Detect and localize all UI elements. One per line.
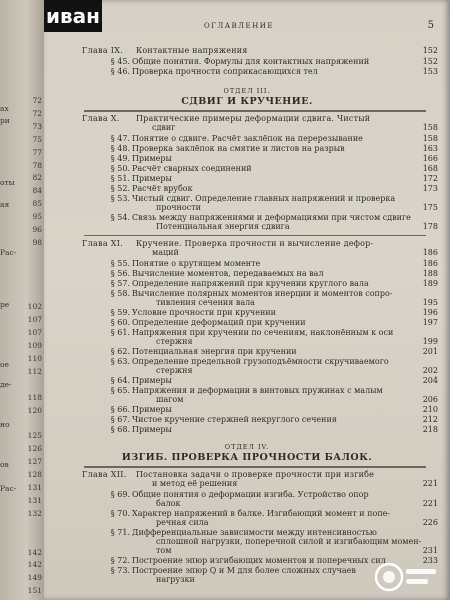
entry-title: Потенциальная энергия при кручении (132, 347, 297, 356)
section-number: ОТДЕЛ III. (223, 87, 271, 95)
chapter-label: Глава X. (82, 114, 120, 123)
entry-page: 186 (422, 259, 438, 268)
entry-page: 204 (422, 376, 438, 385)
page-header (44, 20, 450, 34)
entry-page: 168 (422, 164, 438, 173)
entry-title: Напряжения при кручении по сечениям, наклонённым к оси (132, 328, 394, 337)
paragraph-number: § 70. (110, 509, 130, 518)
left-page-fragment: но (0, 420, 10, 429)
section-title: ИЗГИБ. ПРОВЕРКА ПРОЧНОСТИ БАЛОК. (121, 452, 373, 463)
entry-title: речная сила (156, 518, 209, 527)
section-heading (44, 87, 450, 108)
entry-title: Расчёт врубок (132, 184, 193, 193)
paragraph-number: § 62. (110, 347, 130, 356)
paragraph-number: § 51. (110, 174, 130, 183)
entry-page: 186 (422, 248, 438, 257)
left-page-number: 149 (27, 573, 42, 583)
entry-page: 212 (422, 415, 438, 424)
left-page-fragment: ри (0, 116, 10, 125)
entry-title: Дифференциальные зависимости между интенсивностью (132, 528, 377, 537)
entry-page: 175 (422, 203, 438, 212)
entry-page: 226 (422, 518, 438, 527)
left-page-number: 127 (27, 457, 42, 467)
paragraph-number: § 64. (110, 376, 130, 385)
entry-page: 172 (422, 174, 438, 183)
paragraph-number: § 60. (110, 318, 130, 327)
entry-title: Вычисление полярных моментов инерции и моментов сопро- (132, 289, 393, 298)
divider (84, 235, 426, 236)
entry-page: 231 (422, 546, 438, 555)
left-page-number: 96 (32, 225, 42, 234)
entry-title: и метод её решения (152, 479, 238, 488)
left-page-fragment: Рас- (0, 484, 17, 493)
entry-title: Расчёт сварных соединений (132, 164, 252, 173)
entry-title: Примеры (132, 425, 172, 434)
entry-title: стержня (156, 366, 193, 375)
entry-page: 206 (422, 395, 438, 404)
entry-title: Примеры (132, 376, 172, 385)
entry-title: тивления сечения вала (156, 298, 255, 307)
left-page-number: 126 (27, 444, 42, 454)
entry-title: Общие понятия. Формулы для контактных напряжений (132, 57, 370, 66)
divider (84, 466, 426, 467)
entry-title: Напряжения и деформации в винтовых пружинах с малым (132, 386, 383, 395)
entry-page: 196 (422, 308, 438, 317)
paragraph-number: § 48. (110, 144, 130, 153)
entry-title: Контактные напряжения (136, 46, 248, 55)
left-page-number: 120 (27, 405, 42, 415)
table-of-contents-page (44, 0, 450, 600)
left-page-number: 132 (27, 508, 42, 518)
paragraph-number: § 63. (110, 357, 130, 366)
left-page-fragment: оты (0, 178, 15, 187)
entry-page: 158 (422, 134, 438, 143)
entry-title: Вычисление моментов, передаваемых на вал (132, 269, 324, 278)
entry-page: 197 (422, 318, 438, 327)
section-title: СДВИГ И КРУЧЕНИЕ. (181, 96, 313, 107)
paragraph-number: § 57. (110, 279, 130, 288)
entry-title: Примеры (132, 154, 172, 163)
entry-title: Построение эпюр Q и M для более сложных случаев (132, 566, 356, 575)
chapter-label: Глава IX. (82, 46, 124, 55)
paragraph-number: § 45. (110, 57, 130, 66)
entry-page: 202 (422, 366, 438, 375)
left-page-number: 73 (32, 121, 42, 131)
entry-title: Построение эпюр изгибающих моментов и поперечных сил (132, 556, 386, 565)
entry-title: Условие прочности при кручении (132, 308, 276, 317)
paragraph-number: § 52. (110, 184, 130, 193)
entry-page: 153 (422, 67, 438, 76)
entry-page: 201 (422, 347, 438, 356)
divider (84, 110, 426, 111)
left-page-fragment: ое (0, 360, 9, 369)
left-page-number: 72 (32, 96, 42, 105)
entry-title: Общие понятия о деформации изгиба. Устройство опор (132, 490, 369, 499)
entry-page: 210 (422, 405, 438, 414)
paragraph-number: § 67. (110, 415, 130, 424)
paragraph-number: § 66. (110, 405, 130, 414)
left-page-number: 72 (32, 108, 42, 118)
paragraph-number: § 55. (110, 259, 130, 268)
section-number: ОТДЕЛ IV. (224, 443, 270, 451)
chapter-label: Глава XII. (82, 470, 127, 479)
entry-title: Проверка прочности соприкасающихся тел (132, 67, 318, 76)
left-page-number: 131 (27, 495, 42, 505)
entry-title: Определение предельной грузоподъёмности скручиваемого (132, 357, 389, 366)
paragraph-number: § 58. (110, 289, 130, 298)
entry-title: сдвиг (152, 123, 176, 132)
left-page-number: 77 (32, 147, 42, 157)
entry-page: 221 (422, 499, 438, 508)
entry-page: 152 (422, 46, 438, 55)
entry-title: Определение деформаций при кручении (132, 318, 306, 327)
left-page-number: 109 (27, 341, 42, 351)
entry-title: шагом (156, 395, 184, 404)
page-number: 5 (427, 20, 434, 31)
left-page-number: 98 (32, 237, 42, 247)
entry-page: 188 (422, 269, 438, 278)
left-page-fragment: ре (0, 300, 10, 309)
entry-title: Характер напряжений в балке. Изгибающий момент и попе- (132, 509, 391, 518)
entry-title: Практические примеры деформации сдвига. Чистый (136, 114, 371, 123)
paragraph-number: § 71. (110, 528, 130, 537)
left-page-number: 75 (32, 134, 42, 144)
left-page-fragment: де- (0, 380, 12, 389)
left-page-number: 84 (32, 186, 42, 196)
entry-title: Проверка заклёпок на смятие и листов на разрыв (132, 144, 345, 153)
paragraph-number: § 72. (110, 556, 130, 565)
entry-page: 199 (422, 337, 438, 346)
entry-page: 189 (422, 279, 438, 288)
entry-title: Примеры (132, 174, 172, 183)
paragraph-number: § 47. (110, 134, 130, 143)
left-page-number: 102 (27, 302, 42, 312)
previous-page-edge (0, 0, 44, 600)
entry-title: Кручение. Проверка прочности и вычисление дефор- (136, 239, 374, 248)
page-title: ОГЛАВЛЕНИЕ (204, 22, 274, 30)
entry-page: 166 (422, 154, 438, 163)
divider (84, 467, 426, 468)
left-page-number: 142 (27, 560, 42, 570)
paragraph-number: § 61. (110, 328, 130, 337)
paragraph-number: § 68. (110, 425, 130, 434)
entry-page: 221 (422, 479, 438, 488)
left-page-number: 107 (27, 328, 42, 338)
paragraph-number: § 46. (110, 67, 130, 76)
left-page-number: 95 (32, 212, 42, 222)
paragraph-number: § 73. (110, 566, 130, 575)
left-page-number: 118 (27, 392, 42, 402)
entry-title: Понятие о сдвиге. Расчёт заклёпок на перерезывание (132, 134, 363, 143)
left-page-number: 107 (27, 315, 42, 325)
section-heading (44, 443, 450, 464)
left-page-fragment: ая (0, 200, 10, 209)
left-page-number: 110 (27, 354, 42, 363)
entry-title: нагрузки (156, 575, 195, 584)
left-page-number: 78 (32, 160, 42, 170)
entry-page: 173 (422, 184, 438, 193)
entry-page: 152 (422, 57, 438, 66)
entry-title: Чистое кручение стержней некруглого сечения (132, 415, 337, 424)
left-page-number: 112 (27, 366, 42, 376)
entry-page: 158 (422, 123, 438, 132)
left-page-number: 151 (27, 586, 42, 596)
entry-title: прочности (156, 203, 201, 212)
entry-title: Постановка задачи о проверке прочности при изгибе (136, 470, 375, 479)
paragraph-number: § 53. (110, 194, 130, 203)
paragraph-number: § 59. (110, 308, 130, 317)
left-page-number: 142 (27, 547, 42, 557)
left-page-number: 125 (27, 431, 42, 441)
left-page-fragment: ах (0, 104, 9, 113)
site-badge: иван (44, 0, 102, 32)
entry-page: 178 (422, 222, 438, 231)
divider (84, 111, 426, 112)
entry-title: том (156, 546, 172, 555)
entry-title: Примеры (132, 405, 172, 414)
entry-page: 233 (422, 556, 438, 565)
entry-title: Определение напряжений при кручении круглого вала (132, 279, 369, 288)
left-page-fragment: ов (0, 460, 9, 469)
entry-title: Связь между напряжениями и деформациями при чистом сдвиге (132, 213, 411, 222)
left-page-number: 85 (32, 199, 42, 209)
paragraph-number: § 65. (110, 386, 130, 395)
entry-page: 195 (422, 298, 438, 307)
entry-title: Потенциальная энергия сдвига (156, 222, 290, 231)
bazar-logo-icon (372, 560, 442, 594)
left-page-fragment: Рас- (0, 248, 17, 257)
paragraph-number: § 49. (110, 154, 130, 163)
left-page-number: 82 (32, 173, 42, 183)
left-page-number: 128 (27, 470, 42, 480)
entry-page: 218 (422, 425, 438, 434)
entry-page: 163 (422, 144, 438, 153)
paragraph-number: § 54. (110, 213, 130, 222)
entry-title: Понятие о крутящем моменте (132, 259, 261, 268)
paragraph-number: § 69. (110, 490, 130, 499)
paragraph-number: § 50. (110, 164, 130, 173)
chapter-label: Глава XI. (82, 239, 124, 248)
entry-title: стержня (156, 337, 193, 346)
entry-title: сплошной нагрузки, поперечной силой и изгибающим момен- (156, 537, 422, 546)
entry-title: Чистый сдвиг. Определение главных напряжений и проверка (132, 194, 396, 203)
entry-title: маций (152, 248, 179, 257)
paragraph-number: § 56. (110, 269, 130, 278)
entry-title: балок (156, 499, 181, 508)
left-page-number: 131 (27, 483, 42, 492)
